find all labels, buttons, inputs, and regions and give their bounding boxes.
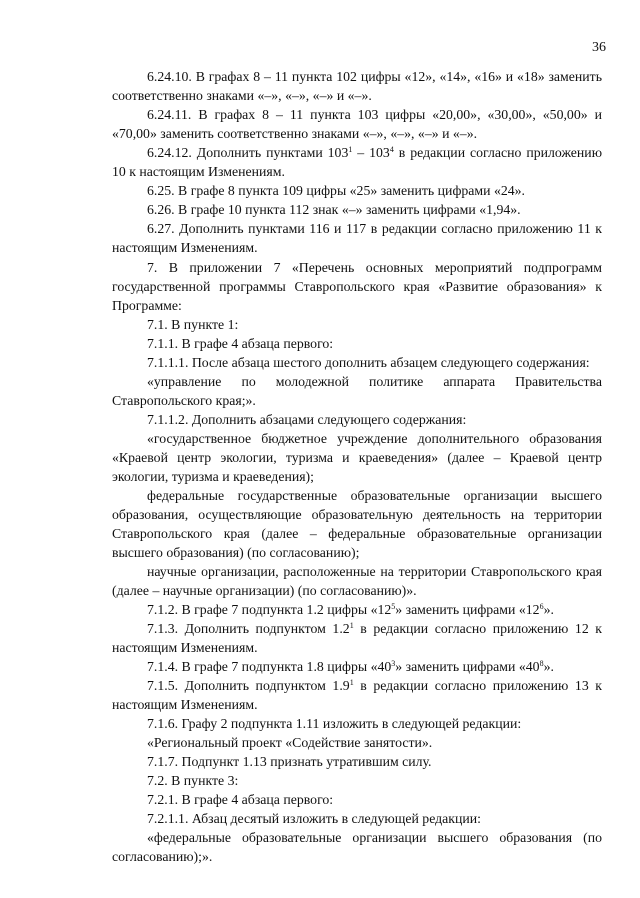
superscript: 3: [391, 659, 396, 668]
paragraph: 7. В приложении 7 «Перечень основных мероприятий подпрограмм государственной программы Ставропольского края «Развитие образования» к Программе:: [112, 260, 602, 313]
text-run: 6.24.12. Дополнить пунктами 103: [147, 145, 349, 160]
text-run: в редакции согласно приложению 12 к настоящим Изменениям.: [112, 621, 602, 655]
paragraph: 7.2.1. В графе 4 абзаца первого:: [147, 792, 334, 807]
paragraph: 7.1.7. Подпункт 1.13 признать утратившим силу.: [147, 754, 432, 769]
paragraph: «управление по молодежной политике аппарата Правительства Ставропольского края;».: [112, 374, 602, 408]
text-run: » заменить цифрами «40: [395, 659, 540, 674]
paragraph: «федеральные образовательные организации высшего образования (по согласованию);».: [112, 830, 602, 864]
text-run: 7.1.2. В графе 7 подпункта 1.2 цифры «12: [147, 602, 392, 617]
paragraph: [112, 657, 602, 676]
superscript: 8: [539, 659, 544, 668]
text-run: 7.1.4. В графе 7 подпункта 1.8 цифры «40: [147, 659, 392, 674]
paragraph: «Региональный проект «Содействие занятости».: [147, 735, 433, 750]
paragraph: 7.2. В пункте 3:: [147, 773, 239, 788]
superscript: 1: [349, 678, 354, 687]
paragraph: 7.1.1. В графе 4 абзаца первого:: [147, 336, 334, 351]
paragraph: 6.27. Дополнить пунктами 116 и 117 в редакции согласно приложению 11 к настоящим Изменениям.: [112, 221, 602, 255]
superscript: 6: [539, 602, 544, 611]
superscript: 4: [389, 145, 394, 154]
paragraph: федеральные государственные образовательные организации высшего образования, осуществляющие образовательную деятельность на территории Ставропольского края (далее – федеральные образовательные организации высшего образования) (по согласованию);: [112, 488, 602, 560]
text-run: ».: [543, 659, 554, 674]
paragraph: 6.24.11. В графах 8 – 11 пункта 103 цифры «20,00», «30,00», «50,00» и «70,00» заменить соответственно знаками «–», «–», «–» и «–».: [112, 107, 602, 141]
paragraph: [112, 676, 602, 714]
text-run: в редакции согласно приложению 10 к настоящим Изменениям.: [112, 145, 602, 179]
paragraph: «государственное бюджетное учреждение дополнительного образования «Краевой центр экологии, туризма и краеведения» (далее – Краевой центр экологии, туризма и краеведения);: [112, 431, 602, 484]
superscript: 1: [348, 145, 353, 154]
paragraph: 7.1.1.1. После абзаца шестого дополнить абзацем следующего содержания:: [147, 355, 590, 370]
paragraph: научные организации, расположенные на территории Ставропольского края (далее – научные организации) (по согласованию)».: [112, 564, 602, 598]
page-number: 36: [592, 40, 606, 55]
paragraph: [112, 600, 602, 619]
section-7-items: [112, 258, 602, 866]
paragraph: [112, 619, 602, 657]
superscript: 5: [391, 602, 396, 611]
paragraph: 6.25. В графе 8 пункта 109 цифры «25» заменить цифрами «24».: [147, 183, 526, 198]
superscript: 1: [349, 621, 354, 630]
paragraph: 7.1.6. Графу 2 подпункта 1.11 изложить в следующей редакции:: [147, 716, 522, 731]
paragraph: 7.1. В пункте 1:: [147, 317, 239, 332]
paragraph: 6.24.10. В графах 8 – 11 пункта 102 цифры «12», «14», «16» и «18» заменить соответственно знаками «–», «–», «–» и «–».: [112, 69, 602, 103]
text-run: 7.1.5. Дополнить подпунктом 1.9: [147, 678, 350, 693]
text-run: 7.1.3. Дополнить подпунктом 1.2: [147, 621, 350, 636]
text-run: в редакции согласно приложению 13 к настоящим Изменениям.: [112, 678, 602, 712]
paragraph: [112, 143, 602, 181]
paragraph: 7.2.1.1. Абзац десятый изложить в следующей редакции:: [147, 811, 481, 826]
text-run: – 103: [352, 145, 390, 160]
section-6-items: [112, 67, 602, 257]
text-run: » заменить цифрами «12: [395, 602, 540, 617]
paragraph: 7.1.1.2. Дополнить абзацами следующего содержания:: [147, 412, 467, 427]
text-run: ».: [543, 602, 554, 617]
paragraph: 6.26. В графе 10 пункта 112 знак «–» заменить цифрами «1,94».: [147, 202, 521, 217]
